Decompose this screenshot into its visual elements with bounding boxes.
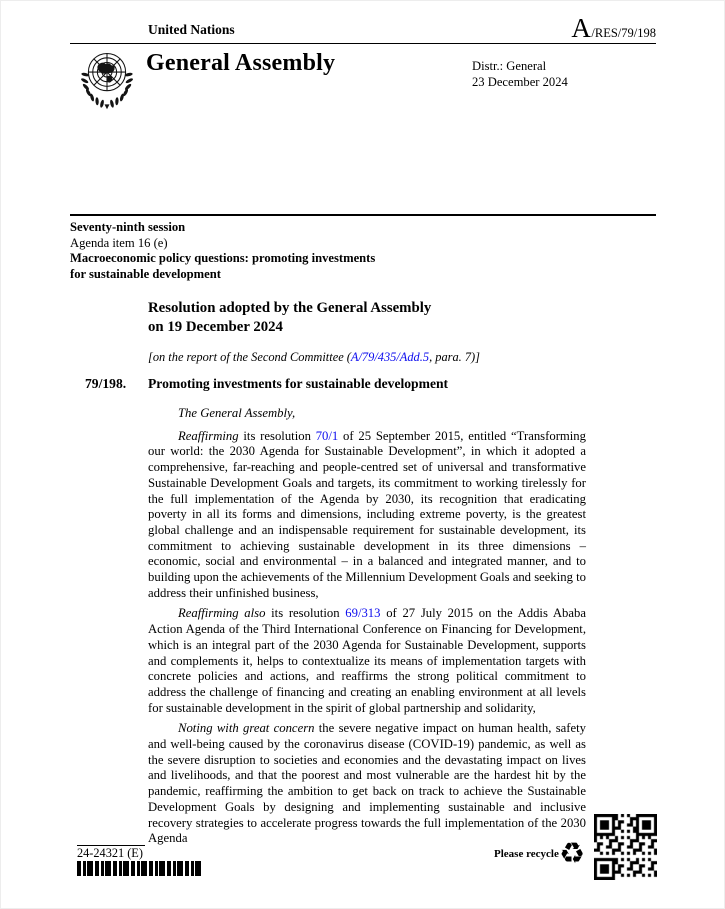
document-symbol [571, 13, 656, 44]
distr-line: Distr.: General [472, 59, 547, 73]
resolution-body [148, 406, 586, 852]
agenda-topic-line2: for sustainable development [70, 266, 221, 281]
distr-date: 23 December 2024 [472, 74, 568, 89]
body-paragraph [148, 721, 586, 847]
paragraph-text: the severe negative impact on human health, safety and well-being caused by the coronavirus disease (COVID-19) pandemic, as well as the severe disruption to societies and economies and the devastating impact on lives and livelihoods, and that the poorest and most vulnerable are the hardest hit by the pandemic, reaffirming the ambition to get back on track to achieve the Sustainable Development Goals by designing and implementing sustainable and inclusive recovery strategies to accelerate progress towards the full implementation of the 2030 Agenda [148, 721, 586, 846]
paragraph-lead: Reaffirming also [178, 606, 266, 621]
resolution-link-70-1[interactable]: 70/1 [315, 428, 339, 443]
recycle-label: Please recycle [494, 848, 559, 860]
document-symbol-suffix: /RES/79/198 [591, 26, 656, 40]
job-number: 24-24321 (E) [77, 846, 143, 860]
resolution-heading [85, 376, 625, 392]
resolution-heading-text: Promoting investments for sustainable development [148, 376, 449, 391]
session-title: Seventy-ninth session [70, 220, 186, 234]
distribution-block [472, 59, 568, 91]
resolution-title-line2: on 19 December 2024 [148, 318, 283, 335]
resolution-number: 79/198. [85, 376, 127, 391]
barcode [77, 861, 202, 876]
body-paragraph [148, 429, 586, 602]
paragraph-lead: Noting with great concern [178, 721, 315, 736]
resolution-link-69-313[interactable]: 69/313 [345, 606, 381, 621]
recycle-icon: ♻ [559, 836, 585, 870]
body-paragraph [148, 606, 586, 716]
org-name: United Nations [148, 22, 235, 37]
session-rule [70, 214, 656, 216]
session-block [70, 220, 375, 282]
resolution-title [148, 299, 528, 336]
report-symbol-link[interactable]: A/79/435/Add.5 [350, 350, 430, 364]
resolution-title-line1: Resolution adopted by the General Assembly [148, 300, 432, 316]
paragraph-text: of 25 September 2015, entitled “Transforming our world: the 2030 Agenda for Sustainable Development”, in which it adopted a comprehensive, far-reaching and people-centred set of universal and transformative Sustainable Development Goals and targets, its commitment to working tirelessly for the full implementation of the Agenda by 2030, its recognition that eradicating poverty in all its forms and dimensions, including extreme poverty, is the greatest global challenge and an indispensable requirement for sustainable development, its commitment to achieving sustainable development in its three dimensions – economic, social and environmental – in a balanced and integrated manner, and to building upon the achievements of the Millennium Development Goals and seeking to address their unfinished business, [148, 428, 586, 600]
body-intro: The General Assembly, [178, 406, 296, 420]
assembly-title: General Assembly [146, 50, 336, 76]
document-symbol-letter: A [571, 13, 592, 43]
agenda-topic-line1: Macroeconomic policy questions: promoting investments [70, 251, 376, 266]
un-emblem-icon [76, 47, 138, 117]
qr-code [594, 814, 657, 880]
paragraph-lead: Reaffirming [178, 428, 239, 443]
report-prefix: [on the report of the Second Committee ( [148, 350, 351, 364]
header-rule [70, 43, 656, 44]
paragraph-text: of 27 July 2015 on the Addis Ababa Action Agenda of the Third International Conference on Financing for Development, which is an integral part of the 2030 Agenda for Sustainable Development, supports and complements it, helps to contextualize its means of implementation targets with concrete policies and actions, and reaffirms the strong political commitment to address the challenge of financing and creating an enabling environment at all levels for sustainable development in the spirit of global partnership and solidarity, [148, 606, 586, 715]
report-suffix: , para. 7)] [429, 350, 481, 364]
agenda-item: Agenda item 16 (e) [70, 235, 168, 250]
paragraph-text: its resolution [238, 428, 316, 443]
report-reference [148, 350, 480, 365]
paragraph-text: its resolution [265, 606, 346, 621]
